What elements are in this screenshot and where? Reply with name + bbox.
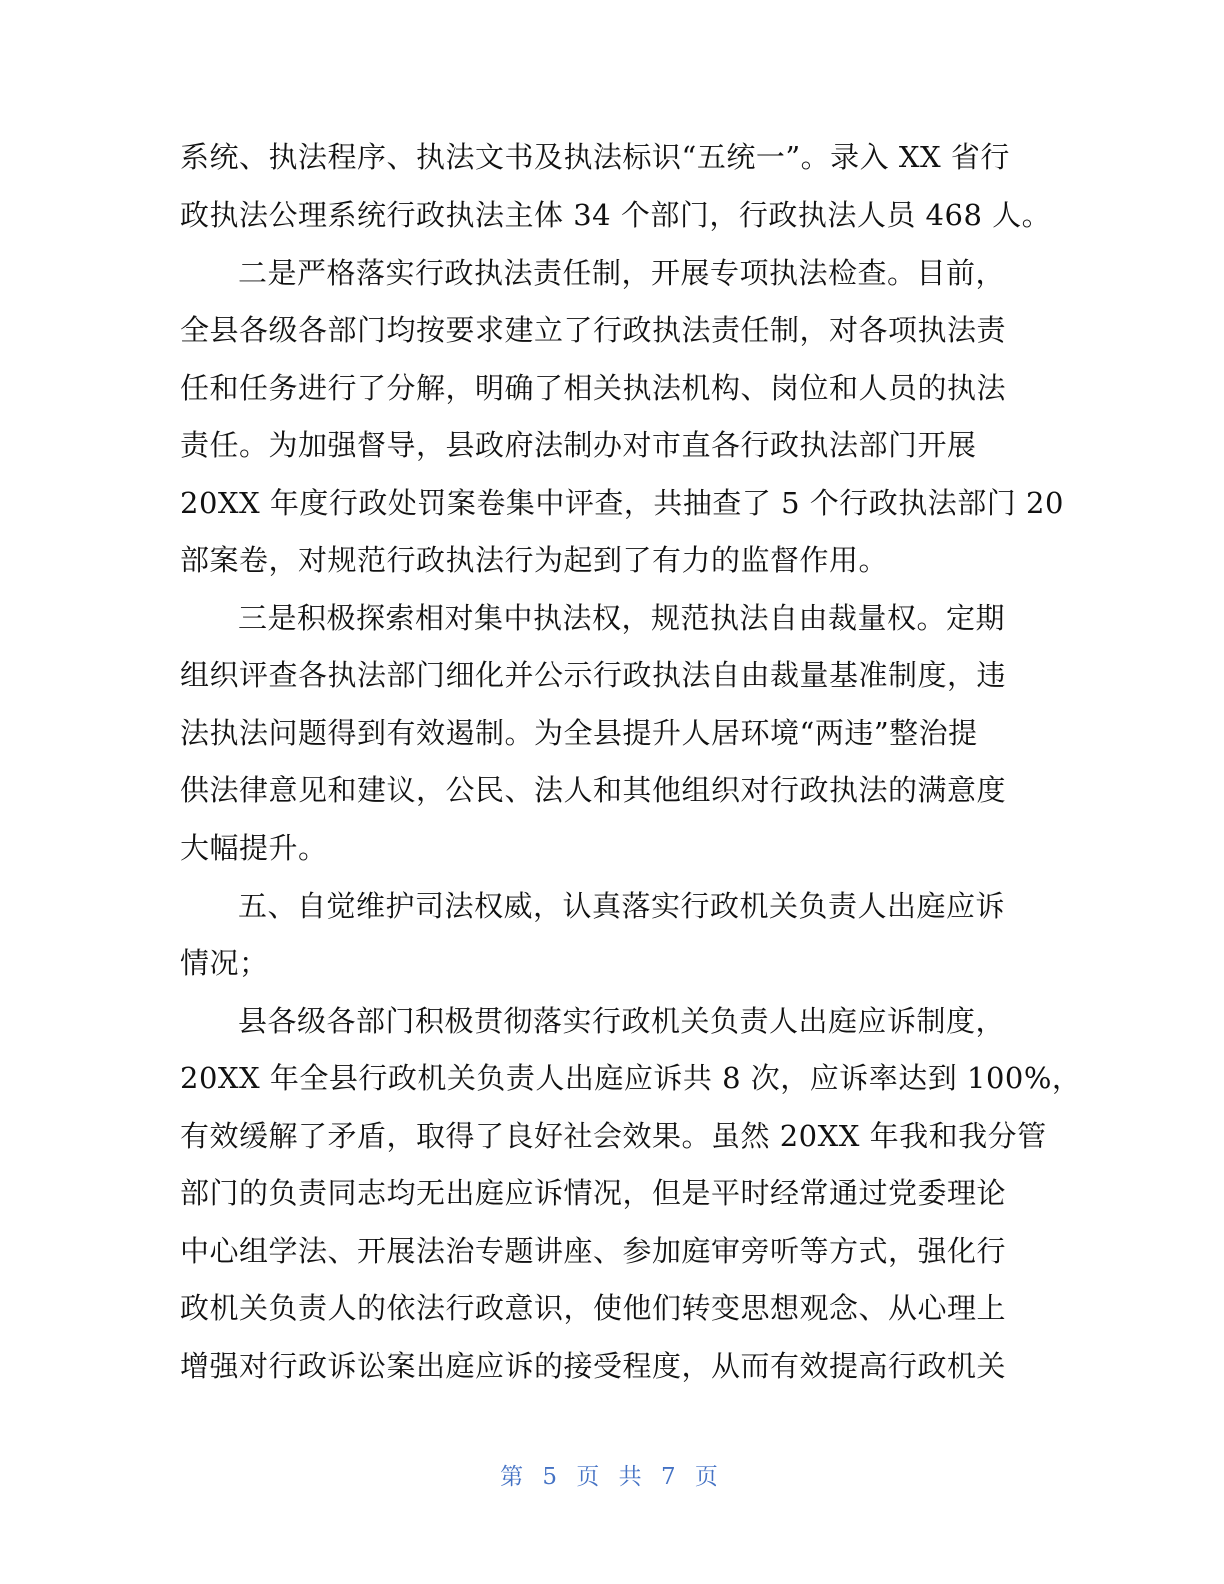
text-line: 供法律意见和建议，公民、法人和其他组织对行政执法的满意度: [180, 773, 1007, 807]
paragraph-start-line: 三是积极探索相对集中执法权，规范执法自由裁量权。定期: [238, 601, 1006, 635]
text-line: 政机关负责人的依法行政意识，使他们转变思想观念、从心理上: [180, 1291, 1007, 1325]
text-line: 20XX 年全县行政机关负责人出庭应诉共 8 次，应诉率达到 100%，: [180, 1061, 1082, 1095]
text-line: 有效缓解了矛盾，取得了良好社会效果。虽然 20XX 年我和我分管: [180, 1119, 1047, 1153]
text-line: 部门的负责同志均无出庭应诉情况，但是平时经常通过党委理论: [180, 1176, 1007, 1210]
text-line: 任和任务进行了分解，明确了相关执法机构、岗位和人员的执法: [180, 371, 1007, 405]
text-line: 责任。为加强督导，县政府法制办对市直各行政执法部门开展: [180, 428, 977, 462]
page-number-footer: 第 5 页 共 7 页: [500, 1464, 724, 1490]
text-line: 系统、执法程序、执法文书及执法标识“五统一”。录入 XX 省行: [180, 140, 1010, 174]
text-line: 中心组学法、开展法治专题讲座、参加庭审旁听等方式，强化行: [180, 1234, 1007, 1268]
section-heading-line: 情况；: [180, 946, 269, 980]
text-line: 政执法公理系统行政执法主体 34 个部门，行政执法人员 468 人。: [180, 198, 1052, 232]
text-line: 组织评查各执法部门细化并公示行政执法自由裁量基准制度，违: [180, 658, 1007, 692]
paragraph-start-line: 二是严格落实行政执法责任制，开展专项执法检查。目前，: [238, 256, 1006, 290]
text-line: 增强对行政诉讼案出庭应诉的接受程度，从而有效提高行政机关: [180, 1349, 1007, 1383]
text-line: 部案卷，对规范行政执法行为起到了有力的监督作用。: [180, 543, 889, 577]
text-line: 全县各级各部门均按要求建立了行政执法责任制，对各项执法责: [180, 313, 1007, 347]
paragraph-start-line: 县各级各部门积极贯彻落实行政机关负责人出庭应诉制度，: [238, 1004, 1006, 1038]
section-heading-line: 五、自觉维护司法权威，认真落实行政机关负责人出庭应诉: [238, 889, 1006, 923]
text-line: 大幅提升。: [180, 831, 328, 865]
text-line: 法执法问题得到有效遏制。为全县提升人居环境“两违”整治提: [180, 716, 978, 750]
text-line: 20XX 年度行政处罚案卷集中评查，共抽查了 5 个行政执法部门 20: [180, 486, 1064, 520]
